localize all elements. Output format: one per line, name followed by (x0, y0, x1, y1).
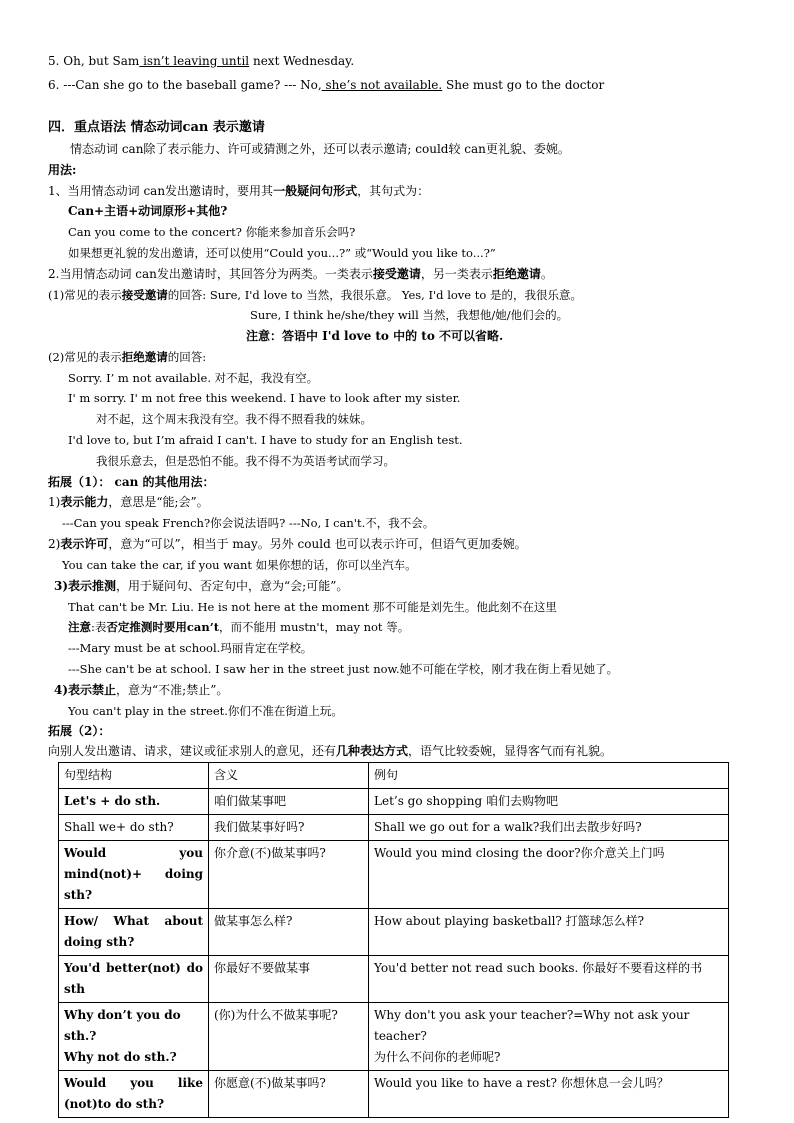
sentence-6 (48, 77, 604, 93)
table-row (59, 956, 729, 1003)
meaning-cell: 咱们做某事吧 (209, 789, 369, 815)
table-header-row (59, 763, 729, 789)
pattern-cell (59, 1003, 209, 1071)
sentence-6-start: 6. ---Can she go to the baseball game? --- No, (48, 78, 322, 92)
refuse-answers: (2)常见的表示拒绝邀请的回答: (48, 350, 207, 364)
pattern-cell: Let's + do sth. (59, 789, 209, 815)
accept-answers-2: Sure, I think he/she/they will 当然，我想他/她/他们会的。 (250, 308, 569, 322)
meaning-cell: 你愿意(不)做某事吗? (209, 1071, 369, 1118)
note-line: 注意：答语中 I'd love to 中的 to 不可以省略. (246, 329, 504, 343)
formula: Can+主语+动词原形+其他? (68, 204, 228, 218)
table-row (59, 815, 729, 841)
extension-1-heading: 拓展（1）： can 的其他用法： (48, 475, 215, 489)
refuse-2: I' m sorry. I' m not free this weekend. I have to look after my sister. (68, 391, 461, 405)
sentence-6-underlined: she’s not available. (321, 78, 443, 92)
pattern-cell: Shall we+ do sth? (59, 815, 209, 841)
example-line-1: Why don't you ask your teacher?=Why not ask your teacher? (374, 1008, 690, 1043)
accept-answers: (1)常见的表示接受邀请的回答: Sure, I'd love to 当然，我很乐意。 Yes, I'd love to 是的，我很乐意。 (48, 288, 582, 302)
table-row (59, 789, 729, 815)
pattern-cell: Would you like (not)to do sth? (59, 1071, 209, 1118)
example-cell (369, 1003, 729, 1071)
ext1-item-4: 4)表示禁止，意为“不准;禁止”。 (54, 683, 229, 697)
pattern-cell: How/ What about doing sth? (59, 909, 209, 956)
pattern-line-2: Why not do sth.? (64, 1050, 177, 1064)
table-row (59, 1071, 729, 1118)
example-cell: Would you mind closing the door?你介意关上门吗 (369, 841, 729, 909)
sentence-5-underlined: isn’t leaving until (139, 54, 250, 68)
example-cell: How about playing basketball? 打篮球怎么样? (369, 909, 729, 956)
usage-heading: 用法: (48, 163, 77, 177)
example-cell: Shall we go out for a walk?我们出去散步好吗? (369, 815, 729, 841)
ext1-item-2: 2)表示许可，意为“可以”，相当于 may。另外 could 也可以表示许可，但语气更加委婉。 (48, 537, 527, 551)
pattern-line-1: Why don’t you do sth.? (64, 1008, 181, 1043)
table-row (59, 1003, 729, 1071)
ext1-item-1-example: ---Can you speak French?你会说法语吗? ---No, I can't.不，我不会。 (62, 516, 435, 530)
table-row (59, 909, 729, 956)
header-example: 例句 (369, 763, 729, 789)
example-2: 如果想更礼貌的发出邀请，还可以使用“Could you...?” 或“Would you like to...?” (68, 246, 496, 260)
example-1: Can you come to the concert? 你能来参加音乐会吗? (68, 225, 356, 239)
sentence-5-end: next Wednesday. (249, 54, 355, 68)
ext1-item-3: 3)表示推测，用于疑问句、否定句中，意为“会;可能”。 (54, 579, 349, 593)
pattern-cell: Would you mind(not)+ doing sth? (59, 841, 209, 909)
ext1-item-2-example: You can take the car, if you want 如果你想的话，你可以坐汽车。 (62, 558, 417, 572)
extension-2-intro: 向别人发出邀请、请求，建议或征求别人的意见，还有几种表达方式，语气比较委婉，显得客气而有礼貌。 (48, 744, 613, 758)
ext1-item-1: 1)表示能力，意思是“能;会”。 (48, 495, 209, 509)
ext1-item-4-example: You can't play in the street.你们不准在街道上玩。 (68, 704, 343, 718)
example-cell: You'd better not read such books. 你最好不要看这样的书 (369, 956, 729, 1003)
point-1: 1、当用情态动词 can发出邀请时，要用其一般疑问句形式，其句式为： (48, 184, 430, 198)
refuse-3: I'd love to, but I’m afraid I can't. I have to study for an English test. (68, 433, 463, 447)
table-row (59, 841, 729, 909)
meaning-cell: 我们做某事好吗? (209, 815, 369, 841)
sentence-5 (48, 53, 354, 69)
header-meaning: 含义 (209, 763, 369, 789)
example-cell: Would you like to have a rest? 你想休息一会儿吗？ (369, 1071, 729, 1118)
ext1-item-3-example: That can't be Mr. Liu. He is not here at the moment 那不可能是刘先生。他此刻不在这里 (68, 600, 557, 614)
sentence-5-start: 5. Oh, but Sam (48, 54, 140, 68)
example-line-2: 为什么不问你的老师呢? (374, 1050, 501, 1064)
meaning-cell: 你最好不要做某事 (209, 956, 369, 1003)
meaning-cell: (你)为什么不做某事呢? (209, 1003, 369, 1071)
extension-2-heading: 拓展（2）： (48, 724, 111, 738)
point-2: 2.当用情态动词 can发出邀请时，其回答分为两类。一类表示接受邀请，另一类表示拒绝邀请。 (48, 267, 553, 281)
ext1-item-3-example-3: ---She can't be at school. I saw her in the street just now.她不可能在学校，刚才我在街上看见她了。 (68, 662, 619, 676)
section-4-intro: 情态动词 can除了表示能力、许可或猜测之外，还可以表示邀请; could较 can更礼貌、委婉。 (70, 142, 570, 156)
ext1-item-3-example-2: ---Mary must be at school.玛丽肯定在学校。 (68, 641, 313, 655)
refuse-3-cn: 我很乐意去，但是恐怕不能。我不得不为英语考试而学习。 (96, 454, 395, 468)
example-cell: Let’s go shopping 咱们去购物吧 (369, 789, 729, 815)
meaning-cell: 做某事怎么样? (209, 909, 369, 956)
sentence-6-end: She must go to the doctor (442, 78, 605, 92)
refuse-2-cn: 对不起，这个周末我没有空。我不得不照看我的妹妹。 (96, 412, 372, 426)
meaning-cell: 你介意(不)做某事吗? (209, 841, 369, 909)
expressions-table (58, 762, 729, 1118)
pattern-cell: You'd better(not) do sth (59, 956, 209, 1003)
section-4-heading: 四．重点语法 情态动词can 表示邀请 (48, 120, 265, 135)
refuse-1: Sorry. I’ m not available. 对不起，我没有空。 (68, 371, 319, 385)
ext1-item-3-note: 注意:表否定推测时要用can’t，而不能用 mustn't，may not 等。 (68, 620, 410, 634)
header-pattern: 句型结构 (59, 763, 209, 789)
